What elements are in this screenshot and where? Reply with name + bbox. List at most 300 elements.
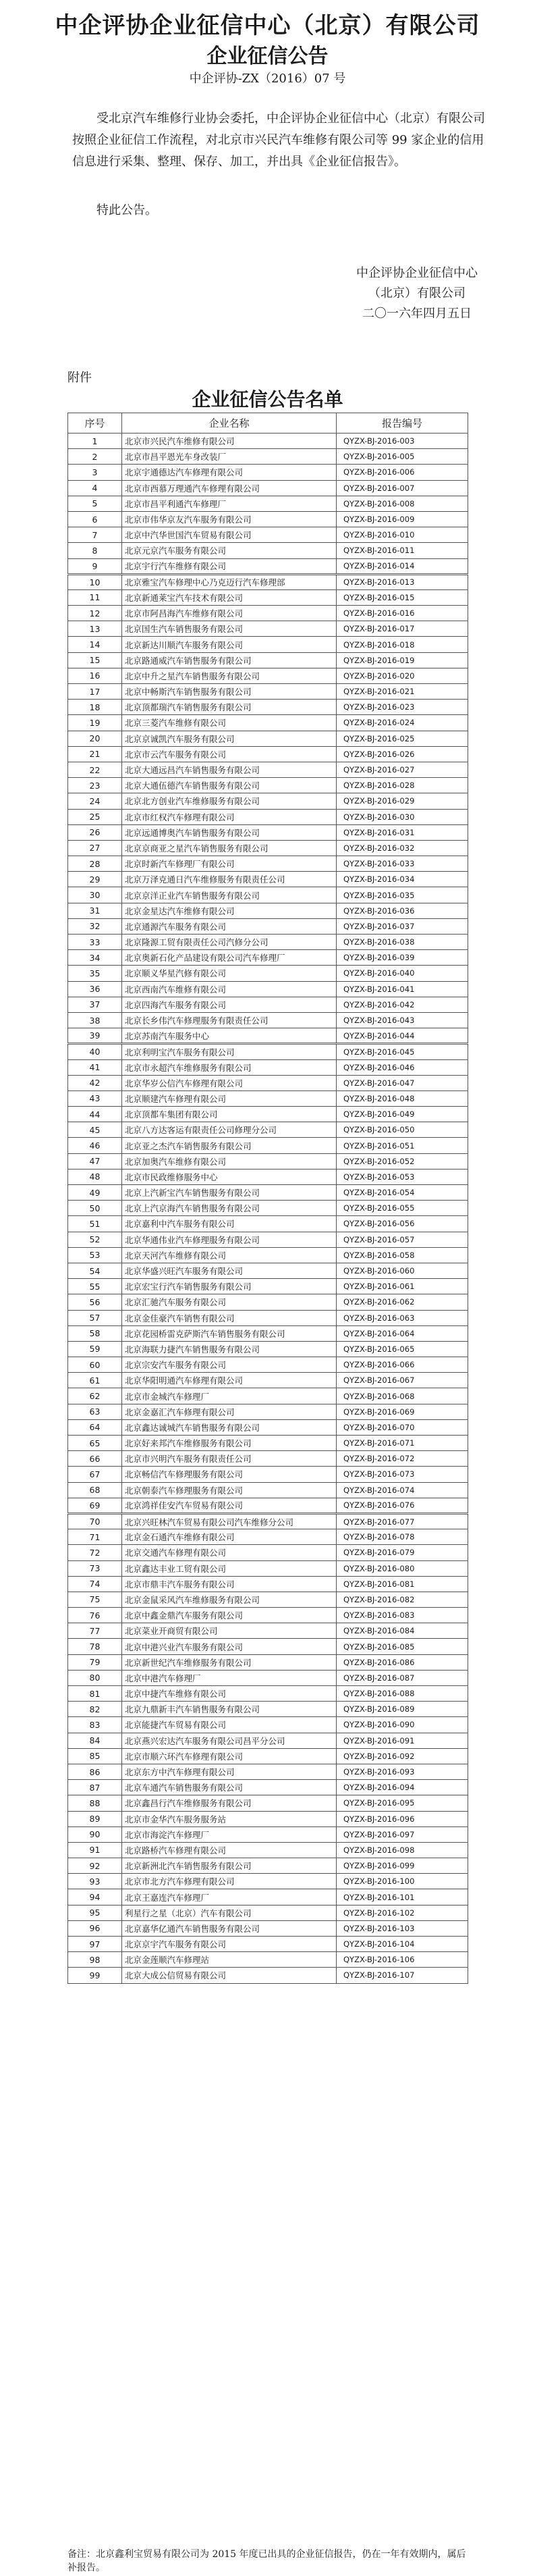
row-serial: 86: [68, 1764, 122, 1779]
row-serial: 43: [68, 1090, 122, 1106]
row-serial: 34: [68, 950, 122, 966]
row-serial: 65: [68, 1436, 122, 1451]
table-row: [68, 1325, 468, 1341]
row-company-name: 北京兴旺林汽车贸易有限公司汽车维修分公司: [122, 1513, 337, 1529]
row-company-name: 北京能捷汽车贸易有限公司: [122, 1717, 337, 1733]
row-company-name: 北京北方创业汽车维修服务有限公司: [122, 793, 337, 809]
table-row: [68, 543, 468, 558]
row-serial: 49: [68, 1185, 122, 1201]
table-row: [68, 1090, 468, 1106]
row-serial: 16: [68, 668, 122, 683]
row-serial: 48: [68, 1169, 122, 1184]
table-row: [68, 449, 468, 465]
row-serial: 57: [68, 1310, 122, 1325]
row-company-name: 北京市昌平利通汽车修理厂: [122, 496, 337, 511]
table-row: [68, 433, 468, 449]
table-row: [68, 1905, 468, 1920]
row-company-name: 北京市永超汽车维修服务有限公司: [122, 1059, 337, 1075]
attachment-label: 附件: [67, 371, 92, 385]
row-serial: 61: [68, 1373, 122, 1388]
row-serial: 47: [68, 1153, 122, 1169]
row-report-number: QYZX-BJ-2016-086: [337, 1654, 468, 1670]
row-company-name: 北京东方中汽车修理有限公司: [122, 1764, 337, 1779]
row-serial: 3: [68, 465, 122, 480]
row-serial: 69: [68, 1498, 122, 1513]
signature-org-line1: 中企评协企业征信中心: [356, 266, 478, 280]
row-report-number: QYZX-BJ-2016-057: [337, 1232, 468, 1247]
row-company-name: 北京海联力捷汽车销售服务有限公司: [122, 1341, 337, 1357]
row-serial: 96: [68, 1920, 122, 1936]
row-serial: 5: [68, 496, 122, 511]
row-company-name: 北京新洲北汽车销售服务有限公司: [122, 1858, 337, 1874]
row-serial: 92: [68, 1858, 122, 1874]
row-serial: 55: [68, 1279, 122, 1294]
row-report-number: QYZX-BJ-2016-060: [337, 1263, 468, 1278]
row-serial: 38: [68, 1012, 122, 1028]
row-report-number: QYZX-BJ-2016-038: [337, 935, 468, 950]
row-serial: 88: [68, 1795, 122, 1811]
row-company-name: 北京新通莱宝汽车技术有限公司: [122, 589, 337, 605]
row-company-name: 北京顶都瑞汽车销售服务有限公司: [122, 700, 337, 715]
row-report-number: QYZX-BJ-2016-032: [337, 840, 468, 856]
row-company-name: 北京市民政维修服务中心: [122, 1169, 337, 1184]
row-report-number: QYZX-BJ-2016-099: [337, 1858, 468, 1874]
remark-note: 备注：北京鑫利宝贸易有限公司为 2015 年度已出具的企业征信报告，仍在一年有效期内，属后补报告。: [67, 2549, 466, 2573]
table-row: [68, 746, 468, 762]
table-row: [68, 950, 468, 966]
row-company-name: 北京市北方汽车修理有限公司: [122, 1874, 337, 1889]
table-row: [68, 1232, 468, 1247]
row-company-name: 北京王嘉连汽车修理厂: [122, 1889, 337, 1905]
table-row: [68, 809, 468, 824]
document-subtitle: 企业征信公告: [206, 45, 329, 68]
row-report-number: QYZX-BJ-2016-051: [337, 1138, 468, 1153]
row-company-name: 北京市红权汽车修理有限公司: [122, 809, 337, 824]
row-serial: 99: [68, 1968, 122, 1983]
row-report-number: QYZX-BJ-2016-016: [337, 606, 468, 621]
table-row: [68, 621, 468, 637]
row-company-name: 北京万泽克通日汽车维修服务有限责任公司: [122, 872, 337, 887]
row-report-number: QYZX-BJ-2016-094: [337, 1780, 468, 1795]
row-report-number: QYZX-BJ-2016-045: [337, 1044, 468, 1059]
table-row: [68, 1842, 468, 1858]
row-serial: 77: [68, 1623, 122, 1639]
table-row: [68, 1404, 468, 1419]
table-row: [68, 966, 468, 981]
table-row: [68, 589, 468, 605]
row-company-name: 北京鑫达诚城汽车销售服务有限公司: [122, 1419, 337, 1435]
row-serial: 25: [68, 809, 122, 824]
row-serial: 87: [68, 1780, 122, 1795]
row-company-name: 北京上汽新宝汽车销售服务有限公司: [122, 1185, 337, 1201]
signature-date: 二〇一六年四月五日: [362, 307, 472, 321]
table-row: [68, 700, 468, 715]
table-row: [68, 1263, 468, 1278]
table-row: [68, 1436, 468, 1451]
row-company-name: 北京雅宝汽车修理中心乃克迈行汽车修理部: [122, 574, 337, 589]
row-company-name: 北京新世纪汽车维修服务有限公司: [122, 1654, 337, 1670]
row-serial: 82: [68, 1702, 122, 1717]
table-row: [68, 1748, 468, 1764]
row-serial: 75: [68, 1592, 122, 1607]
table-row: [68, 1858, 468, 1874]
row-company-name: 北京中鑫金鼎汽车服务有限公司: [122, 1608, 337, 1623]
row-report-number: QYZX-BJ-2016-036: [337, 903, 468, 918]
row-serial: 14: [68, 637, 122, 652]
table-body: [68, 433, 468, 1984]
table-row: [68, 856, 468, 872]
row-company-name: 北京金石通汽车维修有限公司: [122, 1529, 337, 1545]
table-row: [68, 668, 468, 683]
row-serial: 31: [68, 903, 122, 918]
row-serial: 2: [68, 449, 122, 465]
table-row: [68, 1122, 468, 1138]
row-company-name: 北京中汽华世国汽车贸易有限公司: [122, 527, 337, 543]
row-serial: 28: [68, 856, 122, 872]
row-company-name: 北京市鼎丰汽车服务有限公司: [122, 1576, 337, 1592]
row-company-name: 北京交通汽车修理有限公司: [122, 1545, 337, 1560]
table-row: [68, 684, 468, 700]
row-report-number: QYZX-BJ-2016-028: [337, 778, 468, 793]
table-row: [68, 1028, 468, 1044]
row-serial: 76: [68, 1608, 122, 1623]
row-report-number: QYZX-BJ-2016-006: [337, 465, 468, 480]
row-serial: 91: [68, 1842, 122, 1858]
row-company-name: 北京华阳明通汽车修理有限公司: [122, 1373, 337, 1388]
row-company-name: 北京八方达客运有限责任公司修理分公司: [122, 1122, 337, 1138]
row-serial: 19: [68, 715, 122, 731]
row-company-name: 北京四海汽车服务有限公司: [122, 997, 337, 1012]
row-company-name: 北京利明宝汽车服务有限公司: [122, 1044, 337, 1059]
row-serial: 6: [68, 511, 122, 527]
row-company-name: 北京顺义华星汽修有限公司: [122, 966, 337, 981]
table-row: [68, 935, 468, 950]
table-row: [68, 1686, 468, 1702]
row-report-number: QYZX-BJ-2016-084: [337, 1623, 468, 1639]
row-company-name: 北京华盛兴旺汽车服务有限公司: [122, 1263, 337, 1278]
row-company-name: 北京市海淀汽车修理厂: [122, 1826, 337, 1842]
table-row: [68, 1201, 468, 1216]
row-company-name: 北京加奥汽车维修有限公司: [122, 1153, 337, 1169]
table-row: [68, 1012, 468, 1028]
row-report-number: QYZX-BJ-2016-072: [337, 1451, 468, 1467]
row-company-name: 北京京洋正业汽车销售服务有限公司: [122, 887, 337, 903]
row-report-number: QYZX-BJ-2016-009: [337, 511, 468, 527]
row-company-name: 北京金佳豪汽车销售有限公司: [122, 1310, 337, 1325]
row-company-name: 北京金莲顺汽车修理站: [122, 1952, 337, 1968]
table-row: [68, 1529, 468, 1545]
table-row: [68, 1107, 468, 1122]
row-report-number: QYZX-BJ-2016-025: [337, 731, 468, 746]
row-company-name: 北京朝泰汽车修理服务有限公司: [122, 1482, 337, 1498]
row-report-number: QYZX-BJ-2016-082: [337, 1592, 468, 1607]
row-company-name: 北京嘉华亿通汽车销售服务有限公司: [122, 1920, 337, 1936]
row-report-number: QYZX-BJ-2016-020: [337, 668, 468, 683]
row-report-number: QYZX-BJ-2016-076: [337, 1498, 468, 1513]
row-report-number: QYZX-BJ-2016-065: [337, 1341, 468, 1357]
row-serial: 97: [68, 1937, 122, 1952]
row-company-name: 北京奥新石化产品建设有限公司汽车修理厂: [122, 950, 337, 966]
row-report-number: QYZX-BJ-2016-023: [337, 700, 468, 715]
row-report-number: QYZX-BJ-2016-035: [337, 887, 468, 903]
table-row: [68, 480, 468, 496]
row-company-name: 北京中升之星汽车销售服务有限公司: [122, 668, 337, 683]
row-report-number: QYZX-BJ-2016-091: [337, 1733, 468, 1748]
row-serial: 44: [68, 1107, 122, 1122]
row-serial: 70: [68, 1513, 122, 1529]
row-company-name: 北京京商亚之星汽车销售服务有限公司: [122, 840, 337, 856]
row-company-name: 北京亚之杰汽车销售服务有限公司: [122, 1138, 337, 1153]
row-report-number: QYZX-BJ-2016-067: [337, 1373, 468, 1388]
row-company-name: 北京西南汽车维修有限公司: [122, 981, 337, 997]
row-report-number: QYZX-BJ-2016-034: [337, 872, 468, 887]
list-title: 企业征信公告名单: [192, 388, 343, 411]
row-report-number: QYZX-BJ-2016-048: [337, 1090, 468, 1106]
row-company-name: 北京中港汽车修理厂: [122, 1670, 337, 1685]
row-serial: 72: [68, 1545, 122, 1560]
row-serial: 12: [68, 606, 122, 621]
row-report-number: QYZX-BJ-2016-070: [337, 1419, 468, 1435]
row-company-name: 北京中畅斯汽车销售服务有限公司: [122, 684, 337, 700]
document-number: 中企评协-ZX（2016）07 号: [189, 72, 346, 86]
table-row: [68, 1889, 468, 1905]
row-report-number: QYZX-BJ-2016-019: [337, 652, 468, 668]
row-serial: 27: [68, 840, 122, 856]
table-row: [68, 1545, 468, 1560]
row-report-number: QYZX-BJ-2016-008: [337, 496, 468, 511]
row-report-number: QYZX-BJ-2016-053: [337, 1169, 468, 1184]
table-row: [68, 1044, 468, 1059]
row-company-name: 北京苏南汽车服务中心: [122, 1028, 337, 1044]
table-row: [68, 1670, 468, 1685]
row-report-number: QYZX-BJ-2016-015: [337, 589, 468, 605]
table-row: [68, 1482, 468, 1498]
row-report-number: QYZX-BJ-2016-064: [337, 1325, 468, 1341]
row-company-name: 北京鑫昌行汽车维修服务有限公司: [122, 1795, 337, 1811]
table-row: [68, 1373, 468, 1388]
signature-org-line2: （北京）有限公司: [368, 286, 466, 300]
header-serial: 序号: [68, 413, 122, 433]
row-report-number: QYZX-BJ-2016-013: [337, 574, 468, 589]
table-row: [68, 1795, 468, 1811]
row-serial: 40: [68, 1044, 122, 1059]
row-serial: 74: [68, 1576, 122, 1592]
row-report-number: QYZX-BJ-2016-056: [337, 1216, 468, 1232]
row-serial: 89: [68, 1811, 122, 1826]
table-row: [68, 1811, 468, 1826]
row-serial: 1: [68, 433, 122, 449]
table-row: [68, 981, 468, 997]
header-report-number: 报告编号: [337, 413, 468, 433]
table-row: [68, 997, 468, 1012]
table-row: [68, 1216, 468, 1232]
table-row: [68, 1592, 468, 1607]
row-report-number: QYZX-BJ-2016-102: [337, 1905, 468, 1920]
table-row: [68, 1419, 468, 1435]
row-company-name: 北京宇行汽车维修有限公司: [122, 558, 337, 574]
header-company-name: 企业名称: [122, 413, 337, 433]
row-report-number: QYZX-BJ-2016-043: [337, 1012, 468, 1028]
row-serial: 58: [68, 1325, 122, 1341]
row-serial: 67: [68, 1467, 122, 1482]
table-row: [68, 465, 468, 480]
row-company-name: 北京汇驰汽车服务有限公司: [122, 1294, 337, 1310]
row-serial: 13: [68, 621, 122, 637]
row-serial: 71: [68, 1529, 122, 1545]
row-company-name: 利星行之星（北京）汽车有限公司: [122, 1905, 337, 1920]
row-serial: 24: [68, 793, 122, 809]
row-report-number: QYZX-BJ-2016-092: [337, 1748, 468, 1764]
row-report-number: QYZX-BJ-2016-049: [337, 1107, 468, 1122]
table-row: [68, 1608, 468, 1623]
table-row: [68, 1153, 468, 1169]
table-row: [68, 1654, 468, 1670]
table-row: [68, 1764, 468, 1779]
row-report-number: QYZX-BJ-2016-079: [337, 1545, 468, 1560]
table-row: [68, 1513, 468, 1529]
row-serial: 17: [68, 684, 122, 700]
row-report-number: QYZX-BJ-2016-071: [337, 1436, 468, 1451]
row-company-name: 北京九鼎新丰汽车销售服务有限公司: [122, 1702, 337, 1717]
row-company-name: 北京国生汽车销售服务有限公司: [122, 621, 337, 637]
table-row: [68, 1294, 468, 1310]
row-serial: 21: [68, 746, 122, 762]
table-row: [68, 1185, 468, 1201]
row-report-number: QYZX-BJ-2016-089: [337, 1702, 468, 1717]
row-report-number: QYZX-BJ-2016-083: [337, 1608, 468, 1623]
row-company-name: 北京花园桥雷克萨斯汽车销售服务有限公司: [122, 1325, 337, 1341]
row-company-name: 北京宇通德达汽车修理有限公司: [122, 465, 337, 480]
row-company-name: 北京市顺六环汽车修理有限公司: [122, 1748, 337, 1764]
row-serial: 60: [68, 1357, 122, 1373]
row-report-number: QYZX-BJ-2016-046: [337, 1059, 468, 1075]
row-company-name: 北京车通汽车销售服务有限公司: [122, 1780, 337, 1795]
row-report-number: QYZX-BJ-2016-014: [337, 558, 468, 574]
row-serial: 42: [68, 1075, 122, 1090]
row-report-number: QYZX-BJ-2016-106: [337, 1952, 468, 1968]
table-row: [68, 918, 468, 934]
row-report-number: QYZX-BJ-2016-041: [337, 981, 468, 997]
row-company-name: 北京顺建汽车修理有限公司: [122, 1090, 337, 1106]
row-report-number: QYZX-BJ-2016-011: [337, 543, 468, 558]
row-serial: 63: [68, 1404, 122, 1419]
row-report-number: QYZX-BJ-2016-080: [337, 1560, 468, 1576]
row-report-number: QYZX-BJ-2016-081: [337, 1576, 468, 1592]
row-report-number: QYZX-BJ-2016-040: [337, 966, 468, 981]
row-serial: 73: [68, 1560, 122, 1576]
row-report-number: QYZX-BJ-2016-100: [337, 1874, 468, 1889]
row-serial: 29: [68, 872, 122, 887]
row-report-number: QYZX-BJ-2016-087: [337, 1670, 468, 1685]
row-report-number: QYZX-BJ-2016-042: [337, 997, 468, 1012]
table-row: [68, 1733, 468, 1748]
table-row: [68, 1968, 468, 1983]
row-report-number: QYZX-BJ-2016-085: [337, 1639, 468, 1654]
row-company-name: 北京中捷汽车维修有限公司: [122, 1686, 337, 1702]
table-row: [68, 1279, 468, 1294]
table-row: [68, 527, 468, 543]
table-row: [68, 1717, 468, 1733]
table-row: [68, 1937, 468, 1952]
table-row: [68, 1639, 468, 1654]
table-row: [68, 840, 468, 856]
row-serial: 59: [68, 1341, 122, 1357]
row-serial: 93: [68, 1874, 122, 1889]
row-serial: 23: [68, 778, 122, 793]
row-company-name: 北京畅信汽车修理服务有限公司: [122, 1467, 337, 1482]
row-report-number: QYZX-BJ-2016-104: [337, 1937, 468, 1952]
row-serial: 8: [68, 543, 122, 558]
row-company-name: 北京市金华汽车服务服务站: [122, 1811, 337, 1826]
table-row: [68, 1451, 468, 1467]
row-company-name: 北京远通博奥汽车销售服务有限公司: [122, 824, 337, 840]
row-report-number: QYZX-BJ-2016-068: [337, 1388, 468, 1404]
row-company-name: 北京京诚凯汽车服务有限公司: [122, 731, 337, 746]
row-report-number: QYZX-BJ-2016-101: [337, 1889, 468, 1905]
table-row: [68, 1388, 468, 1404]
row-report-number: QYZX-BJ-2016-078: [337, 1529, 468, 1545]
row-report-number: QYZX-BJ-2016-017: [337, 621, 468, 637]
row-company-name: 北京金星达汽车维修有限公司: [122, 903, 337, 918]
row-company-name: 北京京宇汽车服务有限公司: [122, 1937, 337, 1952]
row-company-name: 北京市昌平恩光车身改装厂: [122, 449, 337, 465]
row-company-name: 北京鸿祥佳安汽车贸易有限公司: [122, 1498, 337, 1513]
row-report-number: QYZX-BJ-2016-058: [337, 1247, 468, 1263]
table-row: [68, 1560, 468, 1576]
row-company-name: 北京燕兴宏达汽车服务有限公司昌平分公司: [122, 1733, 337, 1748]
row-serial: 41: [68, 1059, 122, 1075]
row-company-name: 北京金鼠采风汽车维修服务有限公司: [122, 1592, 337, 1607]
row-serial: 36: [68, 981, 122, 997]
row-company-name: 北京市金城汽车修理厂: [122, 1388, 337, 1404]
row-company-name: 北京菜业开商贸有限公司: [122, 1623, 337, 1639]
row-report-number: QYZX-BJ-2016-024: [337, 715, 468, 731]
row-report-number: QYZX-BJ-2016-063: [337, 1310, 468, 1325]
row-serial: 18: [68, 700, 122, 715]
row-report-number: QYZX-BJ-2016-039: [337, 950, 468, 966]
row-serial: 53: [68, 1247, 122, 1263]
row-company-name: 北京宏宝行汽车销售服务有限公司: [122, 1279, 337, 1294]
row-serial: 95: [68, 1905, 122, 1920]
row-company-name: 北京长乡伟汽车修理服务有限责任公司: [122, 1012, 337, 1028]
table-row: [68, 1780, 468, 1795]
row-serial: 68: [68, 1482, 122, 1498]
row-report-number: QYZX-BJ-2016-007: [337, 480, 468, 496]
table-row: [68, 731, 468, 746]
table-header-row: [68, 413, 468, 433]
row-serial: 7: [68, 527, 122, 543]
row-serial: 15: [68, 652, 122, 668]
row-report-number: QYZX-BJ-2016-010: [337, 527, 468, 543]
table-row: [68, 1247, 468, 1263]
row-serial: 51: [68, 1216, 122, 1232]
table-row: [68, 887, 468, 903]
row-serial: 66: [68, 1451, 122, 1467]
row-company-name: 北京市兴明汽车服务有限责任公司: [122, 1451, 337, 1467]
row-report-number: QYZX-BJ-2016-073: [337, 1467, 468, 1482]
row-serial: 37: [68, 997, 122, 1012]
row-report-number: QYZX-BJ-2016-097: [337, 1826, 468, 1842]
row-report-number: QYZX-BJ-2016-062: [337, 1294, 468, 1310]
row-report-number: QYZX-BJ-2016-069: [337, 1404, 468, 1419]
row-serial: 81: [68, 1686, 122, 1702]
row-report-number: QYZX-BJ-2016-107: [337, 1968, 468, 1983]
row-report-number: QYZX-BJ-2016-026: [337, 746, 468, 762]
row-company-name: 北京通源汽车服务有限公司: [122, 918, 337, 934]
row-company-name: 北京新达川顺汽车服务有限公司: [122, 637, 337, 652]
row-company-name: 北京隆源工贸有限责任公司汽修分公司: [122, 935, 337, 950]
row-serial: 4: [68, 480, 122, 496]
